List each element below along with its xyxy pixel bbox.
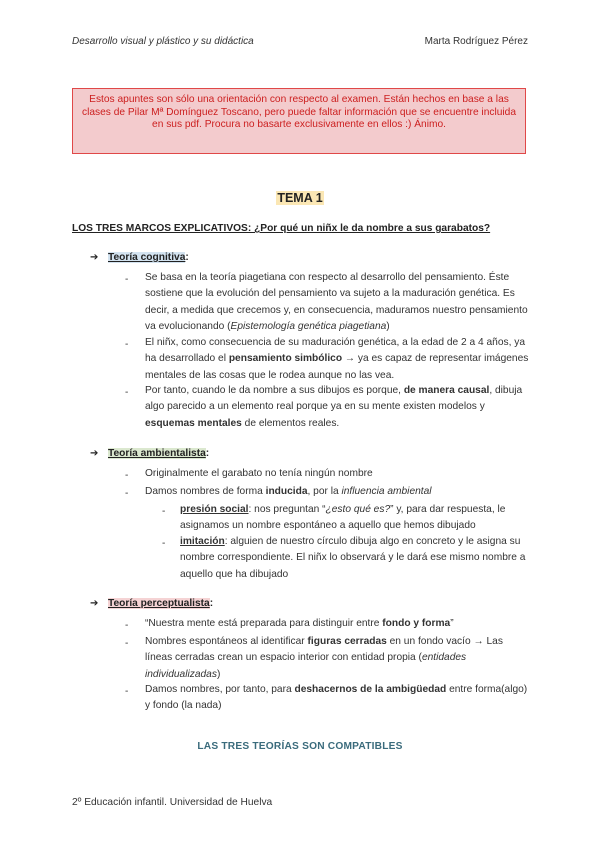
bullet-dash: -: [125, 488, 129, 499]
closing-statement: LAS TRES TEORÍAS SON COMPATIBLES: [197, 741, 403, 752]
bullet-dash: -: [125, 274, 129, 285]
cognitiva-title: Teoría cognitiva: [108, 252, 186, 263]
arrow-right-icon: ➔: [90, 252, 99, 263]
bullet-dash: -: [125, 339, 129, 350]
disclaimer-notice: Estos apuntes son sólo una orientación con respecto al examen. Están hechos en base a las clases de Pilar Mª Domínguez Toscano, pero puede faltar información que se encuentre incluida en sus pdf. Procura no basarte exclusivamente en ellos :) Ánimo.: [72, 88, 526, 154]
bullet-dash: -: [125, 620, 129, 631]
footer-institution: 2º Educación infantil. Universidad de Huelva: [72, 797, 273, 808]
ambientalista-title: Teoría ambientalista: [108, 448, 206, 459]
perceptualista-heading: [90, 598, 213, 609]
ambientalista-subitem-2: imitación: alguien de nuestro círculo dibuja algo en concreto y le asigna su nombre correspondiente. El niñx lo observará y le dará ese mismo nombre a aquello que ha dibujado: [180, 536, 526, 580]
cognitiva-item-2: El niñx, como consecuencia de su maduración genética, a la edad de 2 a 4 años, ya ha desarrollado el pensamiento simbólico → ya es capaz de representar imágenes mentales de las cosas que le rodea aunque no las vea.: [145, 337, 529, 381]
cognitiva-colon: :: [185, 252, 189, 263]
cognitiva-item-3: Por tanto, cuando le da nombre a sus dibujos es porque, de manera causal, dibuja algo parecido a un elemento real porque ya en su mente existen modelos y esquemas mentales de elementos reales.: [145, 385, 523, 429]
header-author: Marta Rodríguez Pérez: [424, 36, 528, 47]
ambientalista-heading: [90, 448, 209, 459]
ambientalista-item-1: Originalmente el garabato no tenía ningún nombre: [145, 468, 373, 479]
ambientalista-colon: :: [205, 448, 210, 459]
section-subtitle: LOS TRES MARCOS EXPLICATIVOS: ¿Por qué un niñx le da nombre a sus garabatos?: [72, 223, 491, 234]
arrow-right-icon: ➔: [90, 448, 99, 459]
perceptualista-item-2: Nombres espontáneos al identificar figuras cerradas en un fondo vacío → Las líneas cerradas crean un espacio interior con entidad propia (entidades individualizadas): [145, 636, 503, 680]
perceptualista-title: Teoría perceptualista: [108, 598, 210, 609]
topic-heading-label: TEMA 1: [277, 191, 323, 205]
topic-heading: [0, 189, 600, 207]
cognitiva-item-1: Se basa en la teoría piagetiana con respecto al desarrollo del pensamiento. Éste sostiene que la evolución del pensamiento va sujeto a la maduración genética. Es decir, a medida que crecemos y, en consecuencia, maduramos nuestro pensamiento va evolucionando (Epistemología genética piagetiana): [145, 272, 528, 332]
bullet-dash: -: [125, 387, 129, 398]
perceptualista-item-3: Damos nombres, por tanto, para deshacernos de la ambigüedad entre forma(algo) y fondo (la nada): [145, 684, 528, 712]
ambientalista-subitem-1: presión social: nos preguntan “¿esto qué es?” y, para dar respuesta, le asignamos un nombre espontáneo a aquello que hemos dibujado: [180, 504, 506, 532]
cognitiva-heading: [90, 252, 189, 263]
bullet-dash: -: [125, 638, 129, 649]
perceptualista-item-1: “Nuestra mente está preparada para distinguir entre fondo y forma”: [145, 618, 454, 629]
arrow-right-icon: ➔: [90, 598, 99, 609]
sub-bullet-dash: -: [162, 506, 166, 517]
ambientalista-item-2: Damos nombres de forma inducida, por la influencia ambiental: [145, 486, 432, 497]
sub-bullet-dash: -: [162, 538, 166, 549]
header-course-title: Desarrollo visual y plástico y su didáctica: [72, 36, 254, 47]
perceptualista-colon: :: [209, 598, 214, 609]
bullet-dash: -: [125, 470, 129, 481]
bullet-dash: -: [125, 686, 129, 697]
